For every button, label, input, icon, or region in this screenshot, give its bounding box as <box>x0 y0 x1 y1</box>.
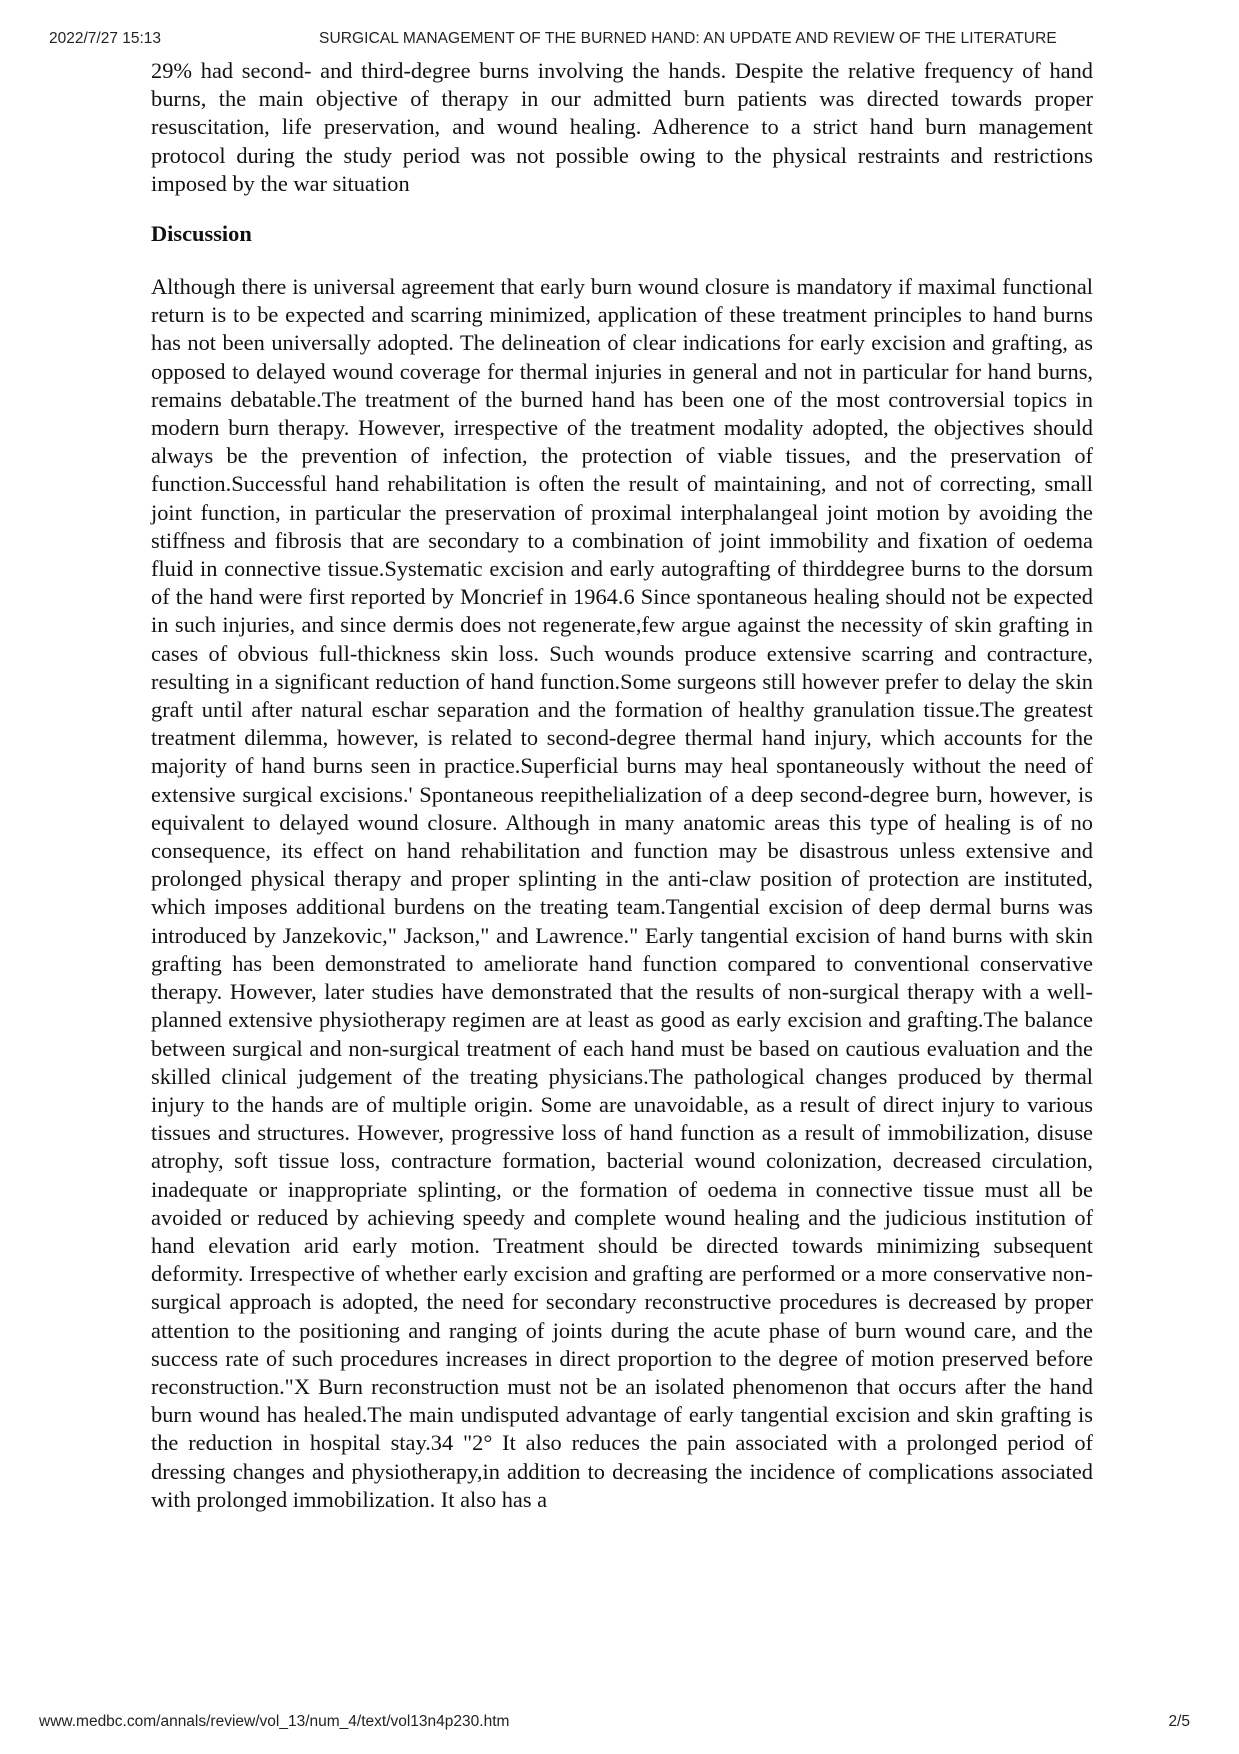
print-footer <box>39 1713 1190 1733</box>
discussion-paragraph: Although there is universal agreement that early burn wound closure is mandatory if maximal functional return is to be expected and scarring minimized, application of these treatment principles to hand burns has not been universally adopted. The delineation of clear indications for early excision and grafting, as opposed to delayed wound coverage for thermal injuries in general and not in particular for hand burns, remains debatable.The treatment of the burned hand has been one of the most controversial topics in modern burn therapy. However, irrespective of the treatment modality adopted, the objectives should always be the prevention of infection, the protection of viable tissues, and the preservation of function.Successful hand rehabilitation is often the result of maintaining, and not of correcting, small joint function, in particular the preservation of proximal interphalangeal joint motion by avoiding the stiffness and fibrosis that are secondary to a combination of joint immobility and fixation of oedema fluid in connective tissue.Systematic excision and early autografting of thirddegree burns to the dorsum of the hand were first reported by Moncrief in 1964.6 Since spontaneous healing should not be expected in such injuries, and since dermis does not regenerate,few argue against the necessity of skin grafting in cases of obvious full-thickness skin loss. Such wounds produce extensive scarring and contracture, resulting in a significant reduction of hand function.Some surgeons still however prefer to delay the skin graft until after natural eschar separation and the formation of healthy granulation tissue.The greatest treatment dilemma, however, is related to second-degree thermal hand injury, which accounts for the majority of hand burns seen in practice.Superficial burns may heal spontaneously without the need of extensive surgical excisions.' Spontaneous reepithelialization of a deep second-degree burn, however, is equivalent to delayed wound closure. Although in many anatomic areas this type of healing is of no consequence, its effect on hand rehabilitation and function may be disastrous unless extensive and prolonged physical therapy and proper splinting in the anti-claw position of protection are instituted, which imposes additional burdens on the treating team.Tangential excision of deep dermal burns was introduced by Janzekovic," Jackson," and Lawrence." Early tangential excision of hand burns with skin grafting has been demonstrated to ameliorate hand function compared to conventional conservative therapy. However, later studies have demonstrated that the results of non-surgical therapy with a well-planned extensive physiotherapy regimen are at least as good as early excision and grafting.The balance between surgical and non-surgical treatment of each hand must be based on cautious evaluation and the skilled clinical judgement of the treating physicians.The pathological changes produced by thermal injury to the hands are of multiple origin. Some are unavoidable, as a result of direct injury to various tissues and structures. However, progressive loss of hand function as a result of immobilization, disuse atrophy, soft tissue loss, contracture formation, bacterial wound colonization, decreased circulation, inadequate or inappropriate splinting, or the formation of oedema in connective tissue must all be avoided or reduced by achieving speedy and complete wound healing and the judicious institution of hand elevation arid early motion. Treatment should be directed towards minimizing subsequent deformity. Irrespective of whether early excision and grafting are performed or a more conservative non-surgical approach is adopted, the need for secondary reconstructive procedures is decreased by proper attention to the positioning and ranging of joints during the acute phase of burn wound care, and the success rate of such procedures increases in direct proportion to the degree of motion preserved before reconstruction."X Burn reconstruction must not be an isolated phenomenon that occurs after the hand burn wound has healed.The main undisputed advantage of early tangential excision and skin grafting is the reduction in hospital stay.34 "2° It also reduces the pain associated with a prolonged period of dressing changes and physiotherapy,in addition to decreasing the incidence of complications associated with prolonged immobilization. It also has a <box>151 274 1093 1512</box>
print-datetime: 2022/7/27 15:13 <box>49 30 162 47</box>
article-body <box>151 57 1093 1514</box>
discussion-heading: Discussion <box>151 221 252 247</box>
page-url: www.medbc.com/annals/review/vol_13/num_4/text/vol13n4p230.htm <box>39 1713 510 1730</box>
intro-paragraph: 29% had second- and third-degree burns involving the hands. Despite the relative frequency of hand burns, the main objective of therapy in our admitted burn patients was directed towards proper resuscitation, life preservation, and wound healing. Adherence to a strict hand burn management protocol during the study period was not possible owing to the physical restraints and restrictions imposed by the war situation <box>151 58 1093 196</box>
page-number: 2/5 <box>1168 1713 1190 1730</box>
print-header <box>49 30 1190 52</box>
print-page-title: SURGICAL MANAGEMENT OF THE BURNED HAND: AN UPDATE AND REVIEW OF THE LITERATURE <box>319 30 1057 47</box>
